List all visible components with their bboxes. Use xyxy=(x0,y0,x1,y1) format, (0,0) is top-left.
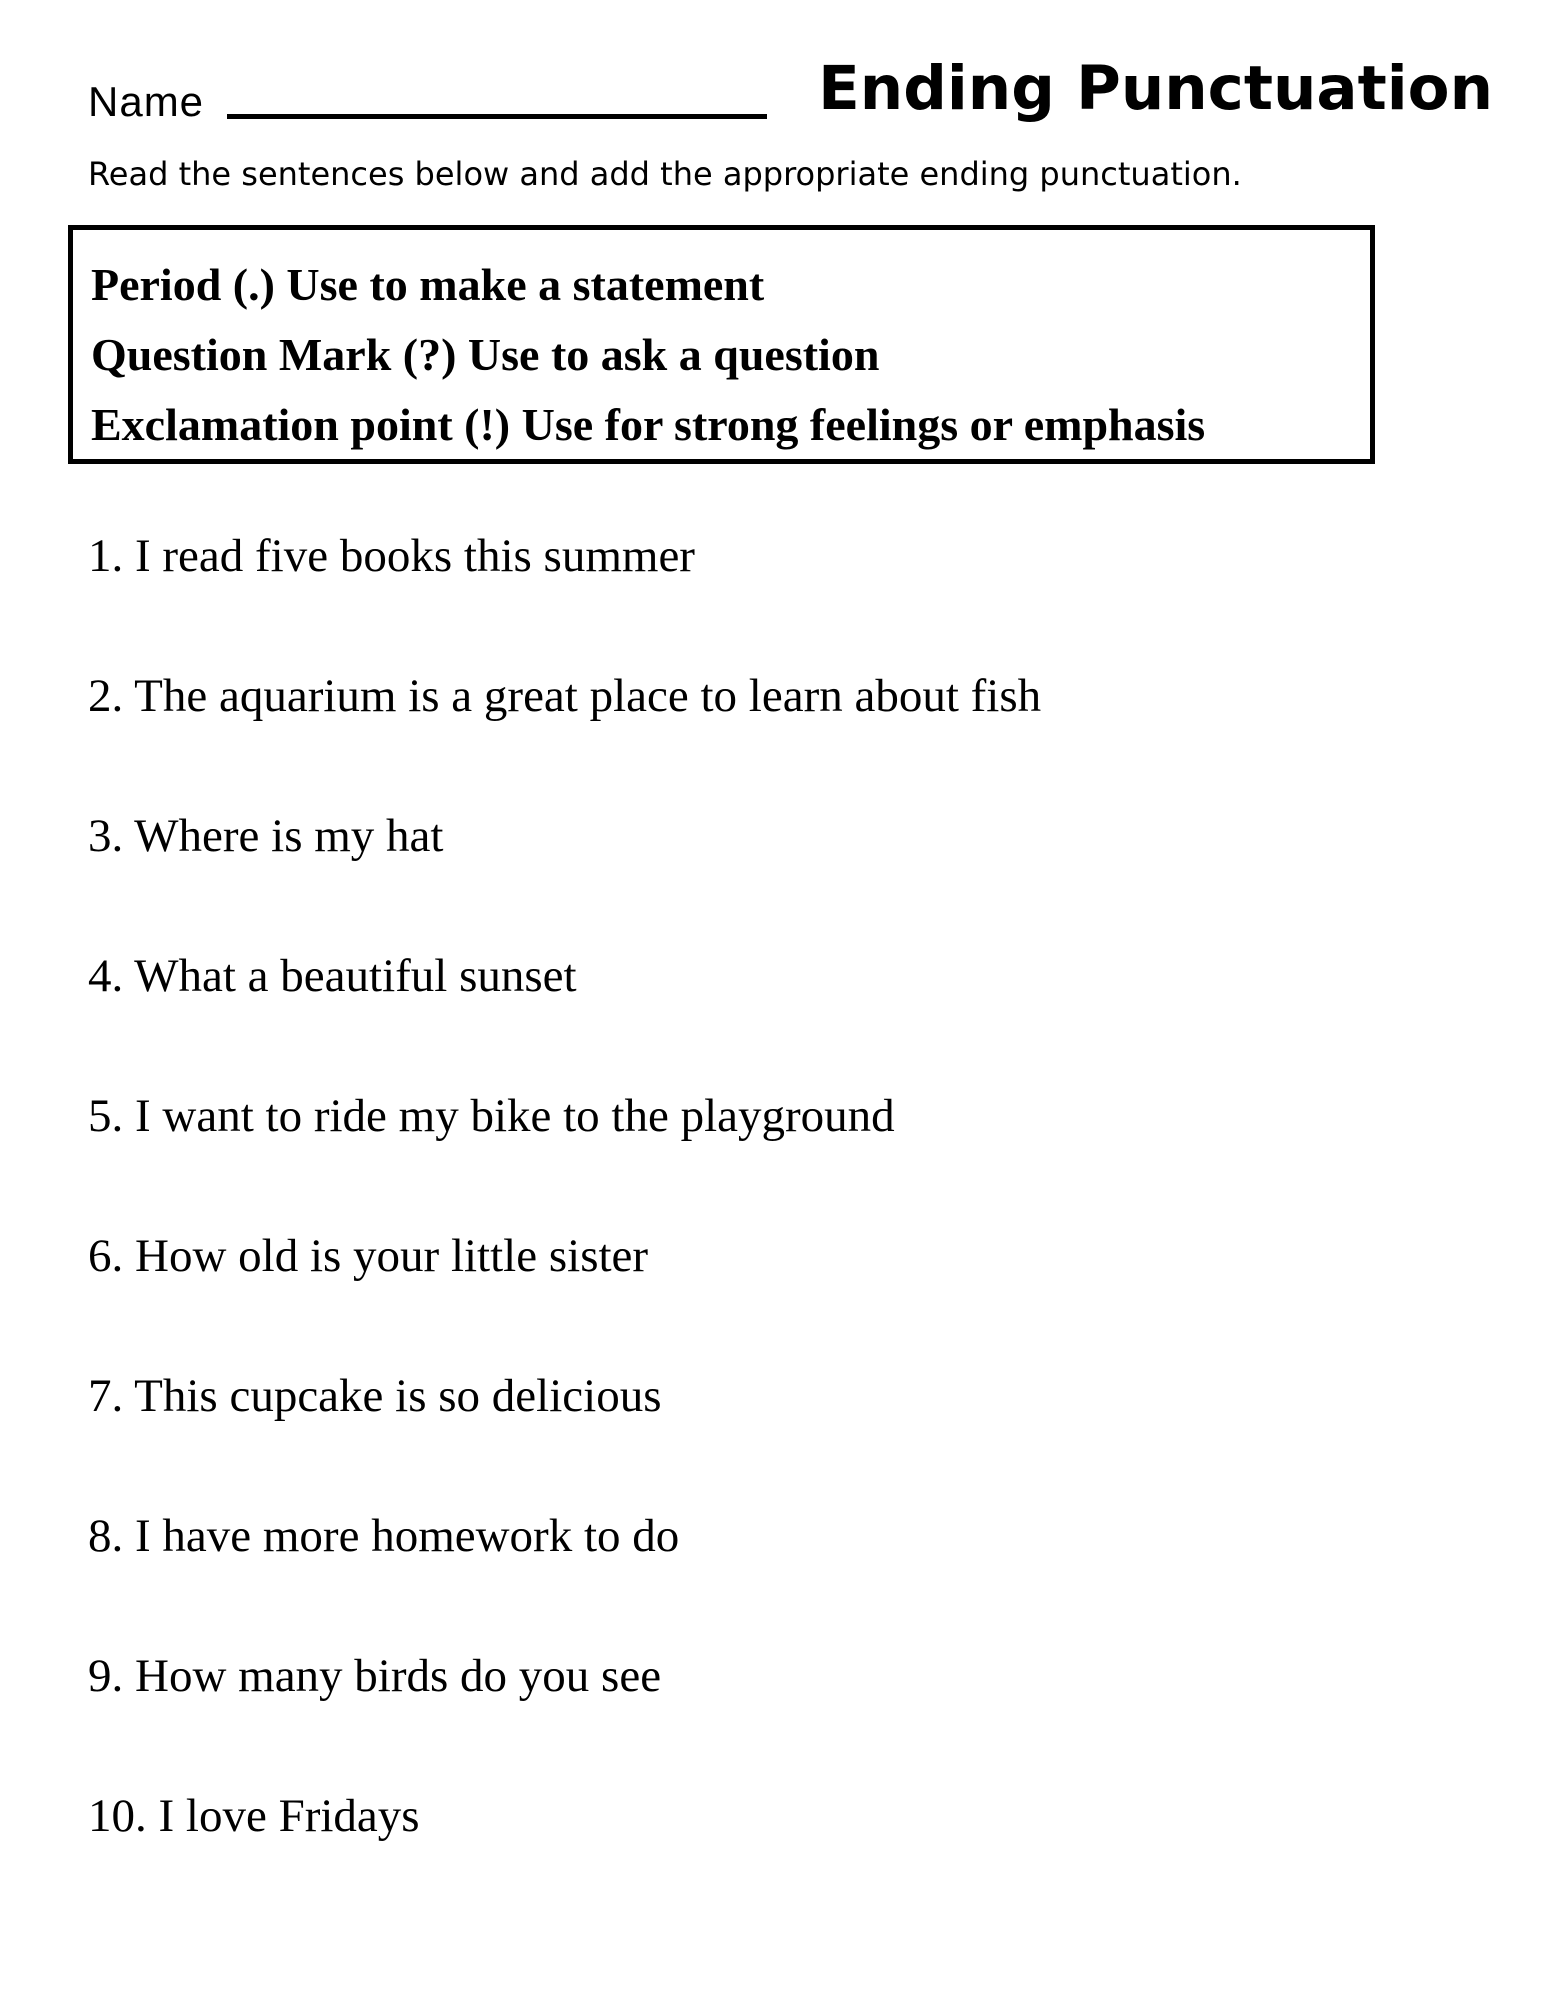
sentence-item: 6. How old is your little sister xyxy=(88,1230,649,1282)
rule-period: Period (.) Use to make a statement xyxy=(91,259,765,310)
instructions: Read the sentences below and add the appropriate ending punctuation. xyxy=(88,155,1242,193)
sentence-item: 8. I have more homework to do xyxy=(88,1510,680,1562)
sentence-item: 2. The aquarium is a great place to learn about fish xyxy=(88,670,1042,722)
rule-exclamation-point: Exclamation point (!) Use for strong feelings or emphasis xyxy=(91,399,1206,450)
sentence-item: 1. I read five books this summer xyxy=(88,530,695,582)
sentence-item: 7. This cupcake is so delicious xyxy=(88,1370,662,1422)
sentence-item: 9. How many birds do you see xyxy=(88,1650,662,1702)
page-title: Ending Punctuation xyxy=(818,53,1493,124)
name-line[interactable] xyxy=(227,114,767,119)
sentence-item: 5. I want to ride my bike to the playground xyxy=(88,1090,895,1142)
rules-box xyxy=(68,225,1375,464)
name-label: Name xyxy=(88,78,205,125)
sentence-list xyxy=(88,516,1041,1916)
sentence-item: 4. What a beautiful sunset xyxy=(88,950,577,1002)
rule-question-mark: Question Mark (?) Use to ask a question xyxy=(91,329,880,380)
sentence-item: 3. Where is my hat xyxy=(88,810,444,862)
sentence-item: 10. I love Fridays xyxy=(88,1790,420,1842)
